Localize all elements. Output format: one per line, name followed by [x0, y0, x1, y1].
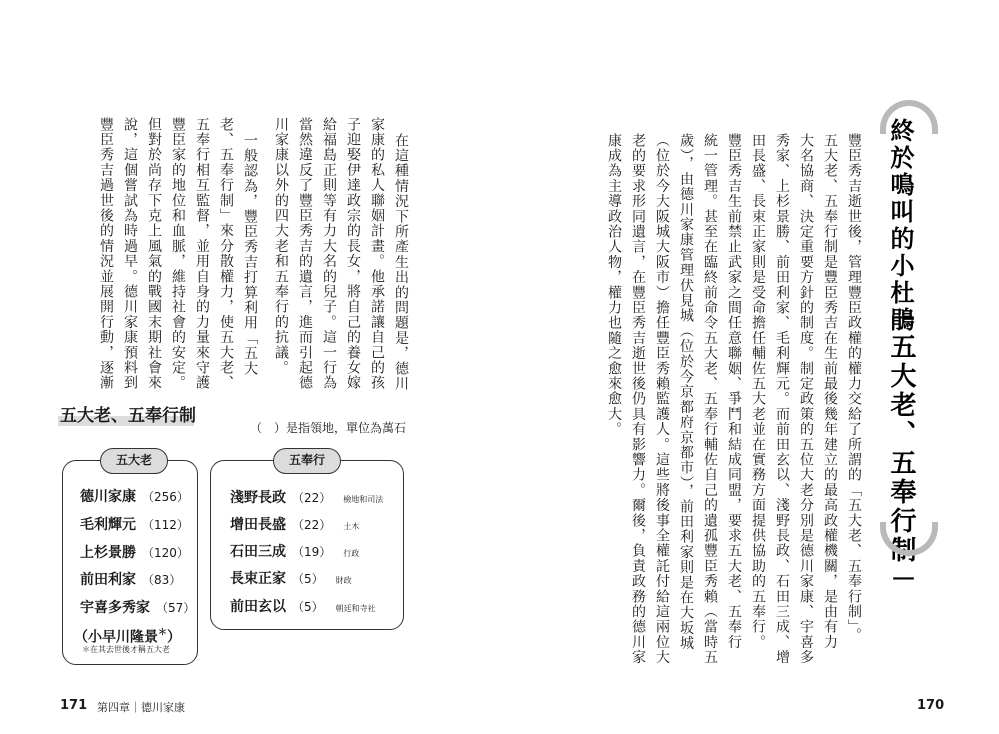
body-column: 子迎娶伊達政宗的長女，將自己的養女嫁: [345, 117, 361, 391]
body-column: 統一管理。甚至在臨終前命令五大老、五奉行輔佐自己的遺孤豐臣秀賴（當時五: [702, 133, 718, 665]
bugyo-row: [230, 514, 359, 534]
body-column: 但對於尚存下克上風氣的戰國末期社會來: [146, 117, 162, 391]
daimyo-name: 上杉景勝: [80, 545, 136, 561]
official-name: 增田長盛: [230, 517, 286, 533]
body-column: 豐臣秀吉逝世後，管理豐臣政權的權力交給了所謂的「五大老、五奉行制」。: [846, 133, 862, 643]
domain-value: （5）: [292, 600, 324, 614]
daimyo-name: 德川家康: [80, 489, 136, 505]
domain-value: （256）: [142, 490, 189, 504]
body-column: 豐臣秀吉過世後的情況並展開行動，逐漸: [98, 117, 114, 391]
role-text: 朝廷和寺社: [335, 604, 376, 613]
tairo-row: [80, 486, 189, 506]
bugyo-row: [230, 541, 359, 561]
body-column: 老的要求形同遺言，在豐臣秀吉逝世後仍具有影響力。爾後，負責政務的德川家: [630, 133, 646, 665]
bugyo-row: [230, 568, 352, 588]
chapter-label: 第四章｜德川家康: [97, 701, 185, 714]
official-name: 石田三成: [230, 544, 286, 560]
body-column: 說，這個嘗試為時過早。德川家康預料到: [122, 117, 138, 391]
diagram-note: （ ）是指領地，單位為萬石: [250, 421, 407, 435]
tairo-row: [80, 569, 181, 589]
role-text: 土木: [343, 522, 360, 531]
closing-paren: ）: [167, 629, 182, 646]
body-column: 歲），由德川家康管理伏見城（位於今京都府京都市），前田利家則是在大坂城: [678, 133, 694, 651]
body-column: 在這種情況下所產生出的問題是，德川: [393, 133, 409, 392]
body-column: 川家康以外的四大老和五奉行的抗議。: [273, 117, 289, 376]
section-subtitle: －五大老、五奉行制－: [886, 304, 916, 594]
daimyo-name: 毛利輝元: [80, 517, 136, 533]
daimyo-name: 宇喜多秀家: [80, 600, 150, 616]
tairo-footnote: ＊在其去世後才稱五大老: [82, 645, 170, 654]
domain-value: （22）: [292, 491, 332, 505]
section-title: 終於鳴叫的小杜鵑: [886, 118, 914, 334]
domain-value: （5）: [292, 572, 324, 586]
body-column: 康成為主導政治人物，權力也隨之愈來愈大。: [606, 133, 622, 437]
bugyo-row: [230, 596, 376, 616]
tairo-row: [80, 597, 195, 617]
domain-value: （19）: [292, 545, 332, 559]
body-column: 當然違反了豐臣秀吉的遺言，進而引起德: [297, 117, 313, 391]
role-text: 行政: [343, 549, 360, 558]
body-column: 五奉行相互監督，並用自身的力量來守護: [194, 117, 210, 391]
daimyo-name: （小早川隆景: [74, 629, 158, 646]
daimyo-name: 前田利家: [80, 572, 136, 588]
page-number-right: 170: [917, 698, 945, 713]
role-text: 檢地和司法: [343, 495, 384, 504]
domain-value: （120）: [142, 546, 189, 560]
body-column: 給福島正則等有力大名的兒子。這一行為: [321, 117, 337, 391]
body-column: 大名協商、決定重要方針的制度。制定政策的五位大老分別是德川家康、宇喜多: [798, 133, 814, 665]
body-column: （位於今大阪城大阪市）擔任豐臣秀賴監護人。這些將後事全權託付給這兩位大: [654, 133, 670, 665]
domain-value: （112）: [142, 518, 189, 532]
role-text: 財政: [335, 576, 352, 585]
domain-value: （83）: [142, 573, 182, 587]
official-name: 長束正家: [230, 571, 286, 587]
diagram-title: 五大老、五奉行制: [60, 406, 196, 426]
tairo-row: [80, 514, 189, 534]
domain-value: （57）: [156, 601, 196, 615]
body-column: 五大老、五奉行制是豐臣秀吉在生前最後幾年建立的最高政權機關，是由有力: [822, 133, 838, 650]
official-name: 前田玄以: [230, 599, 286, 615]
tairo-row: [80, 542, 189, 562]
tairo-label: 五大老: [100, 448, 168, 474]
body-column: 家康的私人聯姻計畫。他承諾讓自己的孩: [369, 117, 385, 391]
body-column: 老、五奉行制」來分散權力，使五大老、: [218, 117, 234, 391]
footnote-mark: ＊: [158, 628, 168, 638]
page-number-left: 171: [60, 698, 88, 713]
official-name: 淺野長政: [230, 490, 286, 506]
domain-value: （22）: [292, 518, 332, 532]
bugyo-row: [230, 487, 383, 507]
body-column: 豐臣家的地位和血脈，維持社會的安定。: [170, 117, 186, 391]
body-column: 田長盛、長束正家則是受命擔任輔佐五大老並在實務方面提供協助的五奉行。: [750, 133, 766, 650]
bugyo-label: 五奉行: [273, 448, 341, 474]
body-column: 一般認為，豐臣秀吉打算利用「五大: [242, 133, 258, 377]
body-column: 豐臣秀吉生前禁止武家之間任意聯姻、爭鬥和結成同盟，要求五大老、五奉行: [726, 133, 742, 650]
body-column: 秀家、上杉景勝、前田利家、毛利輝元。而前田玄以、淺野長政、石田三成、增: [774, 133, 790, 665]
